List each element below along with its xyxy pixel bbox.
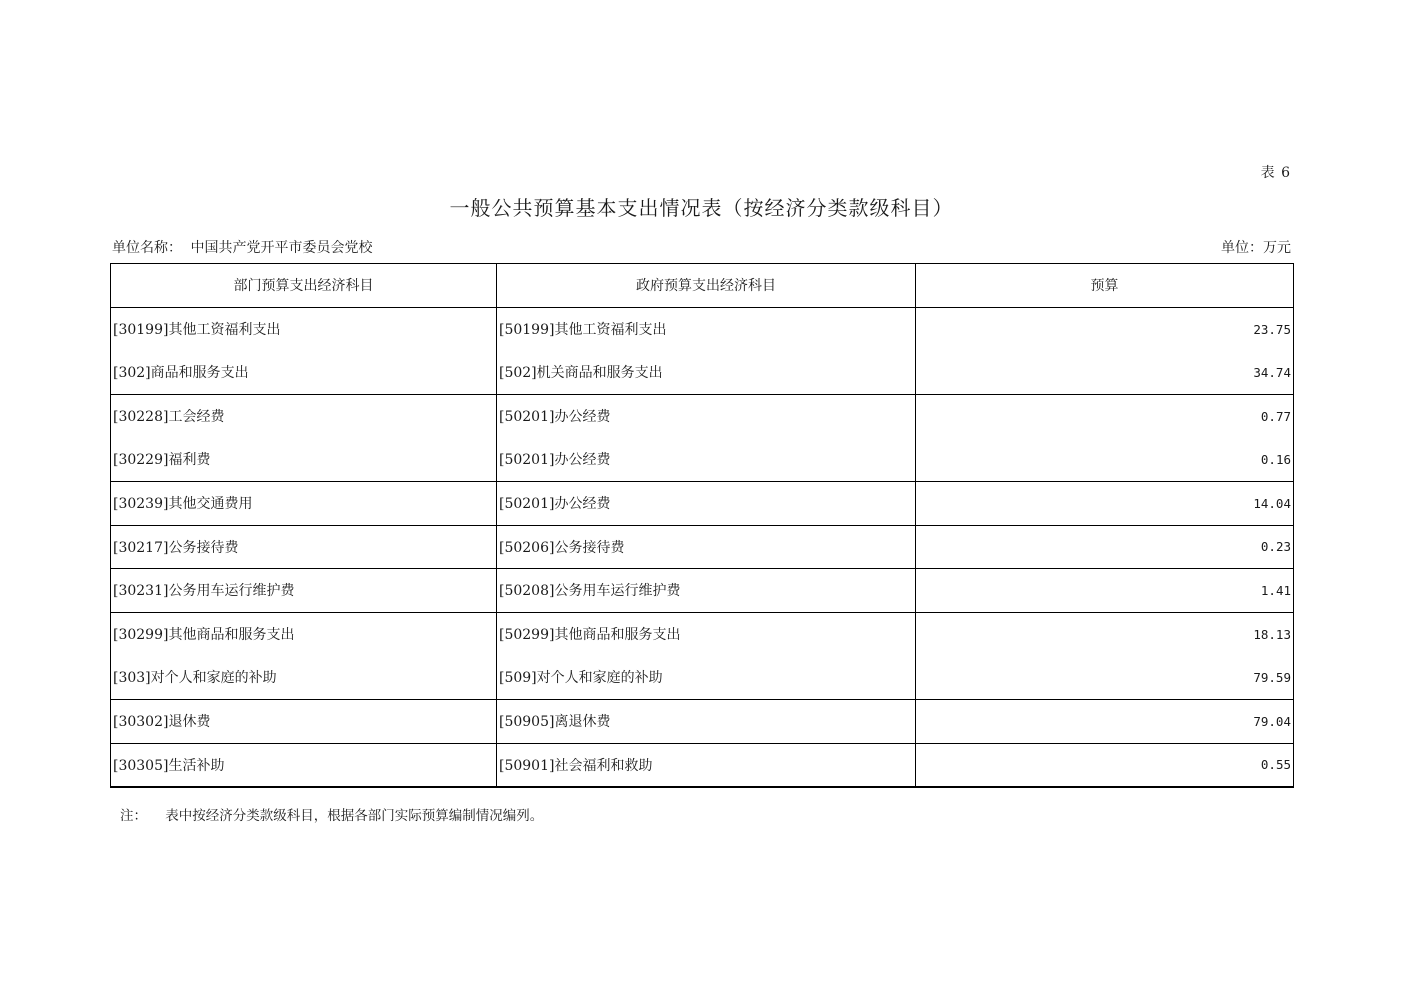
cell-gov: [50201]办公经费 <box>497 394 916 438</box>
cell-gov: [502]机关商品和服务支出 <box>497 351 916 395</box>
cell-amount: 79.04 <box>916 699 1294 743</box>
document-title: 一般公共预算基本支出情况表（按经济分类款级科目） <box>449 196 954 220</box>
table-number: 表 6 <box>1260 165 1291 181</box>
cell-amount: 0.23 <box>916 525 1294 569</box>
table-row <box>111 481 1294 525</box>
table-row <box>111 699 1294 743</box>
unit-name-value: 中国共产党开平市委员会党校 <box>190 240 373 256</box>
cell-amount: 79.59 <box>916 656 1294 700</box>
table-row <box>111 743 1294 787</box>
cell-amount: 0.55 <box>916 743 1294 787</box>
meta-row <box>112 237 1291 257</box>
cell-dept: [30299]其他商品和服务支出 <box>111 612 497 656</box>
cell-amount: 14.04 <box>916 481 1294 525</box>
note-text: 表中按经济分类款级科目，根据各部门实际预算编制情况编列。 <box>165 808 544 824</box>
header-budget: 预算 <box>916 264 1294 308</box>
cell-dept: [303]对个人和家庭的补助 <box>111 656 497 700</box>
unit-label: 单位：万元 <box>1221 240 1291 256</box>
cell-amount: 0.77 <box>916 394 1294 438</box>
cell-dept: [30217]公务接待费 <box>111 525 497 569</box>
unit-name-block <box>112 237 376 257</box>
cell-dept: [30239]其他交通费用 <box>111 481 497 525</box>
cell-amount: 1.41 <box>916 569 1294 613</box>
cell-amount: 0.16 <box>916 438 1294 482</box>
unit-name-label: 单位名称： <box>112 240 182 256</box>
table-row <box>111 525 1294 569</box>
cell-dept: [30302]退休费 <box>111 699 497 743</box>
cell-gov: [50208]公务用车运行维护费 <box>497 569 916 613</box>
cell-gov: [50201]办公经费 <box>497 481 916 525</box>
cell-dept: [30228]工会经费 <box>111 394 497 438</box>
table-row <box>111 394 1294 438</box>
table-row <box>111 656 1294 700</box>
cell-dept: [30229]福利费 <box>111 438 497 482</box>
budget-table <box>110 263 1294 788</box>
cell-gov: [509]对个人和家庭的补助 <box>497 656 916 700</box>
cell-gov: [50299]其他商品和服务支出 <box>497 612 916 656</box>
table-note <box>120 804 543 824</box>
cell-amount: 23.75 <box>916 307 1294 351</box>
cell-dept: [30305]生活补助 <box>111 743 497 787</box>
table-row <box>111 307 1294 351</box>
table-header-row <box>111 264 1294 308</box>
cell-dept: [30199]其他工资福利支出 <box>111 307 497 351</box>
cell-amount: 18.13 <box>916 612 1294 656</box>
cell-gov: [50199]其他工资福利支出 <box>497 307 916 351</box>
cell-dept: [302]商品和服务支出 <box>111 351 497 395</box>
header-gov-subject: 政府预算支出经济科目 <box>497 264 916 308</box>
header-dept-subject: 部门预算支出经济科目 <box>111 264 497 308</box>
table-row <box>111 351 1294 395</box>
table-row <box>111 569 1294 613</box>
cell-gov: [50206]公务接待费 <box>497 525 916 569</box>
cell-gov: [50201]办公经费 <box>497 438 916 482</box>
table-row <box>111 438 1294 482</box>
note-label: 注： <box>120 808 147 824</box>
cell-dept: [30231]公务用车运行维护费 <box>111 569 497 613</box>
cell-gov: [50901]社会福利和救助 <box>497 743 916 787</box>
cell-gov: [50905]离退休费 <box>497 699 916 743</box>
table-row <box>111 612 1294 656</box>
cell-amount: 34.74 <box>916 351 1294 395</box>
